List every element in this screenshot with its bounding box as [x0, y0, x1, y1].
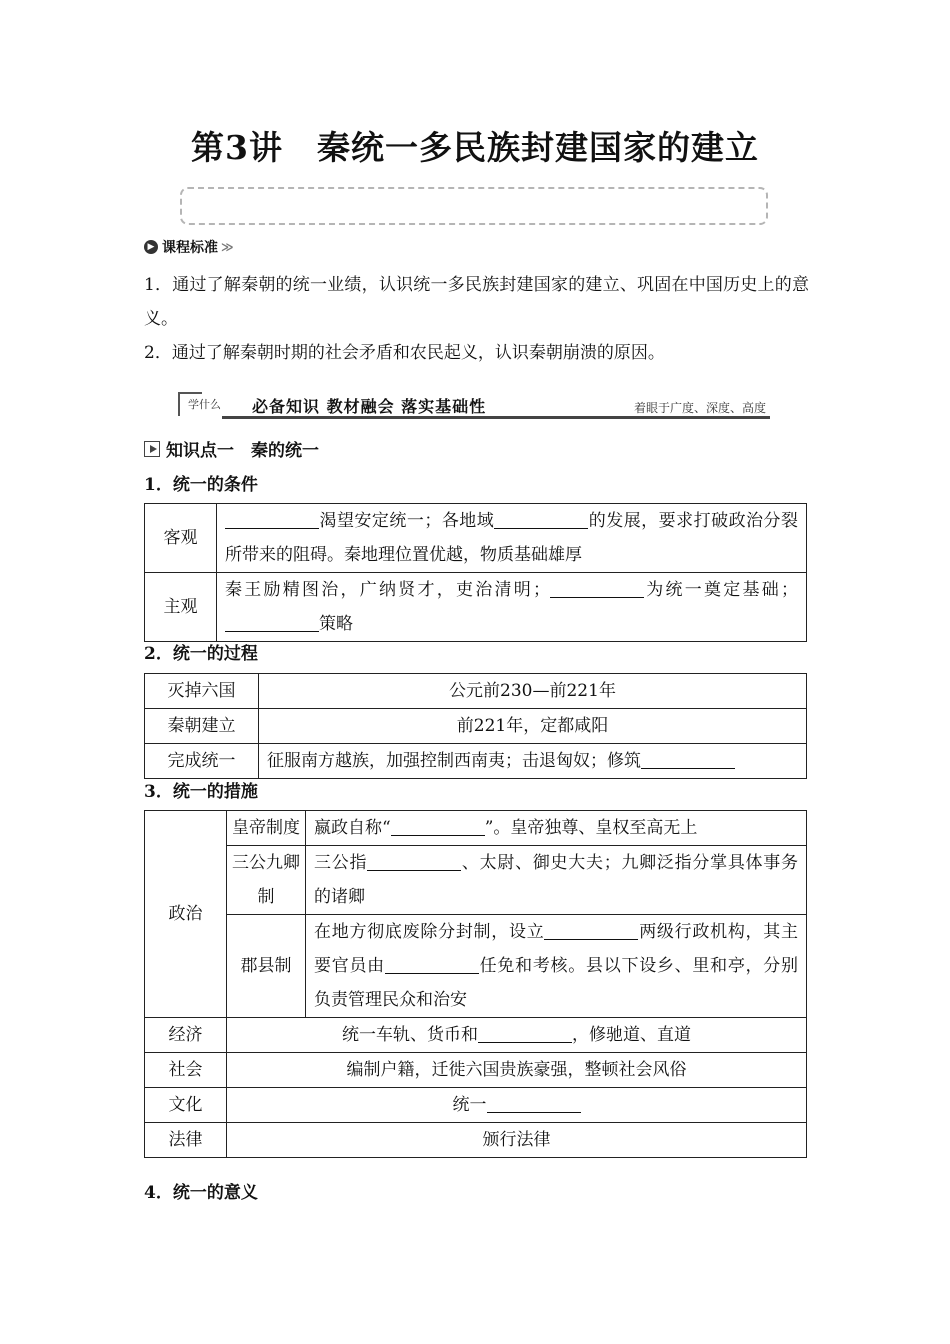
fill-blank[interactable]	[478, 1022, 572, 1043]
heading-conditions: 1．统一的条件	[144, 475, 258, 495]
banner-sub-text: 着眼于广度、深度、高度	[633, 401, 766, 415]
table-cell: 统一车轨、货币和 ，修驰道、直道	[227, 1018, 807, 1053]
table-row	[145, 1123, 807, 1158]
dashed-box	[180, 187, 768, 225]
table-cell: 秦朝建立	[145, 709, 259, 744]
table-cell: 灭掉六国	[145, 674, 259, 709]
standard-2: 2．通过了解秦朝时期的社会矛盾和农民起义，认识秦朝崩溃的原因。	[144, 343, 665, 363]
fill-blank[interactable]	[494, 508, 588, 529]
fill-blank[interactable]	[385, 953, 479, 974]
section-label	[144, 237, 234, 257]
banner-underline	[222, 416, 770, 419]
table-row	[145, 744, 807, 779]
table-cell: 三公指 、太尉、御史大夫；九卿泛指分掌具体事务的诸卿	[306, 846, 807, 915]
heading-significance: 4．统一的意义	[144, 1183, 258, 1203]
table-cell: 皇帝制度	[227, 811, 306, 846]
double-chevron-icon: ≫	[221, 240, 234, 254]
table-cell: 统一	[227, 1088, 807, 1123]
fill-blank[interactable]	[225, 508, 319, 529]
banner-logo-text: 学什么	[188, 398, 221, 411]
table-row	[145, 504, 807, 573]
table-cell: 法律	[145, 1123, 227, 1158]
fill-blank[interactable]	[487, 1092, 581, 1113]
table-row	[145, 1018, 807, 1053]
table-row	[145, 915, 807, 1018]
section-label-text: 课程标准	[162, 240, 218, 256]
table-row	[145, 1088, 807, 1123]
table-cell: 郡县制	[227, 915, 306, 1018]
table-cell: 秦王励精图治，广纳贤才，吏治清明； 为统一奠定基础；策略	[217, 573, 807, 642]
table-cell: 完成统一	[145, 744, 259, 779]
page-title: 第3讲 秦统一多民族封建国家的建立	[191, 128, 759, 167]
heading-process: 2．统一的过程	[144, 644, 258, 664]
play-square-icon	[144, 441, 160, 457]
table-row	[145, 674, 807, 709]
table-cell: 客观	[145, 504, 217, 573]
knowledge-point-text: 知识点一 秦的统一	[166, 441, 319, 461]
process-table	[144, 673, 807, 779]
table-cell: 社会	[145, 1053, 227, 1088]
measures-table	[144, 810, 807, 1158]
conditions-table	[144, 503, 807, 642]
fill-blank[interactable]	[641, 748, 735, 769]
table-row	[145, 846, 807, 915]
section-banner	[178, 390, 770, 420]
table-cell: 颁行法律	[227, 1123, 807, 1158]
table-row	[145, 709, 807, 744]
knowledge-point-heading	[144, 436, 319, 461]
table-cell: 前221年，定都咸阳	[259, 709, 807, 744]
fill-blank[interactable]	[225, 611, 319, 632]
table-row	[145, 811, 807, 846]
play-circle-icon: ▶	[144, 240, 158, 254]
table-cell: 在地方彻底废除分封制，设立 两级行政机构，其主要官员由 任免和考核。县以下设乡、里和亭，分别负责管理民众和治安	[306, 915, 807, 1018]
fill-blank[interactable]	[367, 850, 461, 871]
table-cell: 编制户籍，迁徙六国贵族豪强，整顿社会风俗	[227, 1053, 807, 1088]
banner-logo	[178, 390, 238, 418]
table-cell: 征服南方越族，加强控制西南夷；击退匈奴；修筑	[259, 744, 807, 779]
heading-measures: 3．统一的措施	[144, 782, 258, 802]
table-cell: 文化	[145, 1088, 227, 1123]
table-cell: 主观	[145, 573, 217, 642]
table-row	[145, 1053, 807, 1088]
table-cell: 嬴政自称“ ”。皇帝独尊、皇权至高无上	[306, 811, 807, 846]
fill-blank[interactable]	[550, 577, 644, 598]
table-cell: 公元前230—前221年	[259, 674, 807, 709]
standard-1: 1．通过了解秦朝的统一业绩，认识统一多民族封建国家的建立、巩固在中国历史上的意义。	[144, 275, 809, 329]
table-row	[145, 573, 807, 642]
table-cell: 三公九卿制	[227, 846, 306, 915]
table-cell: 渴望安定统一；各地域 的发展，要求打破政治分裂所带来的阻碍。秦地理位置优越，物质基础雄厚	[217, 504, 807, 573]
banner-main-text: 必备知识 教材融会 落实基础性	[252, 397, 487, 416]
fill-blank[interactable]	[391, 815, 485, 836]
table-cell: 经济	[145, 1018, 227, 1053]
table-cell: 政治	[145, 811, 227, 1018]
fill-blank[interactable]	[544, 919, 638, 940]
